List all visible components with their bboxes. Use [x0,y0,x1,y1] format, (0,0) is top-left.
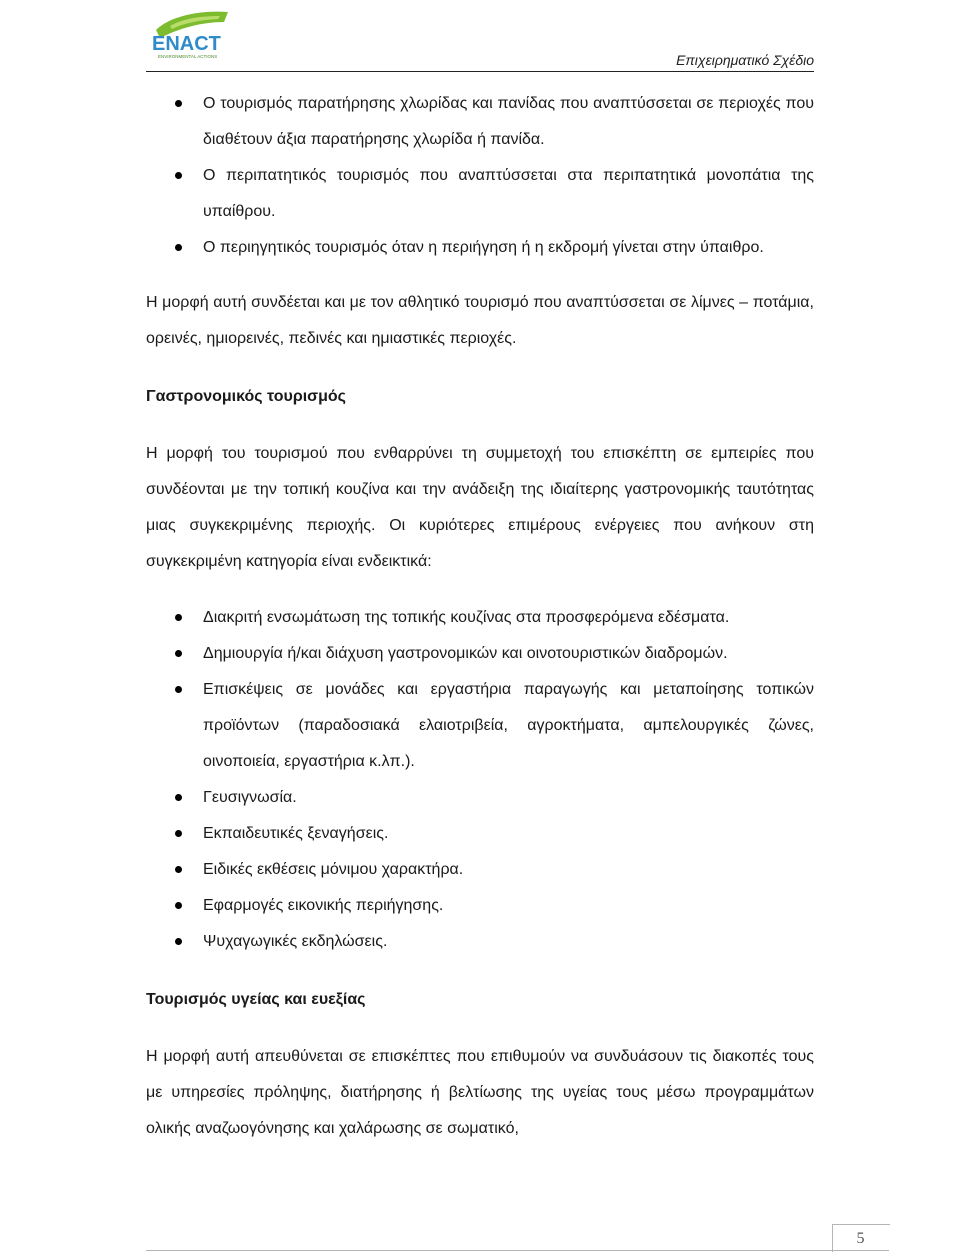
list-item: Εφαρμογές εικονικής περιήγησης. [146,888,814,924]
list-item: Ο περιπατητικός τουρισμός που αναπτύσσεται στα περιπατητικά μονοπάτια της υπαίθρου. [146,158,814,230]
list-item: Διακριτή ενσωμάτωση της τοπικής κουζίνας στα προσφερόμενα εδέσματα. [146,600,814,636]
list-item: Δημιουργία ή/και διάχυση γαστρονομικών και οινοτουριστικών διαδρομών. [146,636,814,672]
document-body [146,86,814,1147]
list-item: Ο τουρισμός παρατήρησης χλωρίδας και πανίδας που αναπτύσσεται σε περιοχές που διαθέτουν άξια παρατήρησης χλωρίδα ή πανίδα. [146,86,814,158]
list-item: Ειδικές εκθέσεις μόνιμου χαρακτήρα. [146,852,814,888]
bullet-icon [175,794,182,801]
list-item: Επισκέψεις σε μονάδες και εργαστήρια παραγωγής και μεταποίησης τοπικών προϊόντων (παραδοσιακά ελαιοτριβεία, αγροκτήματα, αμπελουργικές ζώνες, οινοποιεία, εργαστήρια κ.λπ.). [146,672,814,780]
list-item: Ο περιηγητικός τουρισμός όταν η περιήγηση ή η εκδρομή γίνεται στην ύπαιθρο. [146,230,814,266]
paragraph-gastronomic: Η μορφή του τουρισμού που ενθαρρύνει τη συμμετοχή του επισκέπτη σε εμπειρίες που συνδέονται με την τοπική κουζίνα και την ανάδειξη της ιδιαίτερης γαστρονομικής ταυτότητας μιας συγκεκριμένης περιοχής. Οι κυριότερες επιμέρους ενέργειες που ανήκουν στη συγκεκριμένη κατηγορία είναι ενδεικτικά: [146,445,814,570]
bullet-icon [175,902,182,909]
list-item: Γευσιγνωσία. [146,780,814,816]
paragraph-sports: Η μορφή αυτή συνδέεται και με τον αθλητικό τουρισμό που αναπτύσσεται σε λίμνες – ποτάμια, ορεινές, ημιορεινές, πεδινές και ημιαστικές περιοχές. [146,294,814,347]
heading-health: Τουρισμός υγείας και ευεξίας [146,991,366,1008]
bullet-icon [175,830,182,837]
page-number: 5 [856,1230,865,1247]
bullet-icon [175,866,182,873]
bullet-icon [175,100,182,107]
bullet-icon [175,172,182,179]
bullet-icon [175,614,182,621]
logo-subtext: ENVIRONMENTAL ACTIONS [158,54,218,59]
list-item: Εκπαιδευτικές ξεναγήσεις. [146,816,814,852]
bullet-icon [175,650,182,657]
bullet-icon [175,938,182,945]
header-title: Επιχειρηματικό Σχέδιο [676,52,814,68]
logo-text: ENACT [152,33,221,55]
bullet-list-tourism-types [146,86,814,266]
paragraph-health: Η μορφή αυτή απευθύνεται σε επισκέπτες που επιθυμούν να συνδυάσουν τις διακοπές τους με υπηρεσίες πρόληψης, διατήρησης ή βελτίωσης της υγείας τους μέσω προγραμμάτων ολικής αναζωογόνησης και χαλάρωσης σε σωματικό, [146,1048,814,1137]
bullet-icon [175,244,182,251]
bullet-list-gastronomic [146,600,814,960]
enact-logo [150,8,232,60]
bullet-icon [175,686,182,693]
heading-gastronomic: Γαστρονομικός τουρισμός [146,388,346,405]
header-divider [146,71,814,72]
list-item: Ψυχαγωγικές εκδηλώσεις. [146,924,814,960]
